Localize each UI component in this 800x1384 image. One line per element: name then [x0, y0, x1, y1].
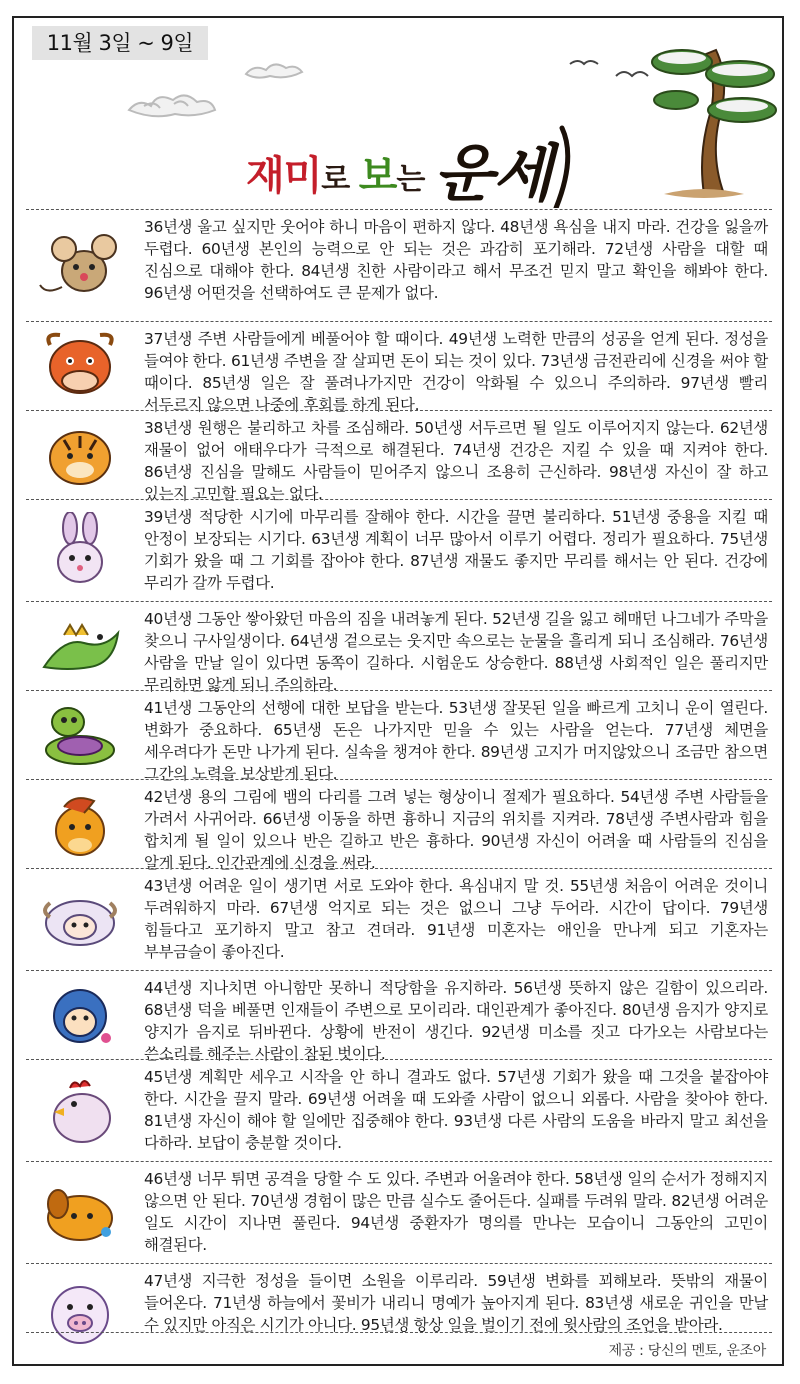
fortune-text: 40년생 그동안 쌓아왔던 마음의 짐을 내려놓게 된다. 52년생 길을 잃고 헤매던 나그네가 주막을 찾으니 구사일생이다. 64년생 겉으로는 웃지만 속으로는 눈물을 흘리게 되니 조심해라. 76년생 사람을 만날 일이 있다면 동쪽이 길하다. 시험운도 상승한다. 88년생 사회적인 일은 풀리지만 무리하면 앓게 되니 주의하라.: [144, 610, 768, 694]
title-part: 재미: [246, 153, 322, 199]
monkey-icon: [34, 976, 126, 1054]
cloud-icon: [129, 95, 215, 116]
sheep-icon: [34, 881, 126, 959]
cloud-icon: [246, 64, 302, 77]
fortune-text: 42년생 용의 그림에 뱀의 다리를 그려 넣는 형상이니 절제가 필요하다. 54년생 주변 사람들을 가려서 사귀어라. 66년생 이동을 하면 흉하니 지금의 위치를 지켜라. 78년생 주변사람과 힘을 합치게 될 일이 있으나 반은 길하고 반은 흉하다. 90년생 자신이 어려울 때 사람들의 진심을 알게 된다. 인간관계에 신경을 써라.: [144, 788, 768, 872]
pig-icon: [34, 1273, 126, 1351]
fortune-text: 38년생 원행은 불리하고 차를 조심해라. 50년생 서두르면 될 일도 이루어지지 않는다. 62년생 재물이 없어 애태우다가 극적으로 해결된다. 74년생 건강은 지킬 수 있을 때 지켜야 한다. 86년생 진심을 말해도 사람들이 믿어주지 않으니 조용히 근신하라. 98년생 자신이 잘 하고 있는지 고민할 필요는 없다.: [144, 419, 768, 503]
fortune-text: 39년생 적당한 시기에 마무리를 잘해야 한다. 시간을 끌면 불리하다. 51년생 중용을 지킬 때 안정이 보장되는 시기다. 63년생 계획이 너무 많아서 이루기 어렵다. 정리가 필요하다. 75년생 기회가 왔을 때 그 기회를 잡아야 한다. 87년생 재물도 좋지만 무리를 해서는 안 된다. 건강에 무리가 갈까 두렵다.: [144, 508, 768, 592]
fortune-row: [26, 690, 772, 783]
date-range-badge: 11월 3일 ~ 9일: [32, 26, 208, 60]
fortune-text: 36년생 울고 싶지만 웃어야 하니 마음이 편하지 않다. 48년생 욕심을 내지 마라. 건강을 잃을까 두렵다. 60년생 본인의 능력으로 안 되는 것은 과감히 포기해라. 72년생 사람을 대할 때 진심으로 대해야 한다. 84년생 친한 사람이라고 해서 무조건 믿지 말고 확인을 해봐야 한다. 96년생 어떤것을 선택하여도 큰 문제가 없다.: [144, 218, 768, 302]
fortune-text: 37년생 주변 사람들에게 베풀어야 할 때이다. 49년생 노력한 만큼의 성공을 얻게 된다. 정성을 들여야 한다. 61년생 주변을 잘 살피면 돈이 되는 것이 있다. 73년생 금전관리에 신경을 써야 할 때이다. 85년생 일은 잘 풀려나가지만 건강이 악화될 수 있으니 주의하라. 97년생 빨리 서두르지 않으면 나중에 후회를 하게 된다.: [144, 330, 768, 414]
fortune-list: [26, 209, 772, 1360]
title-part: 운세: [433, 137, 552, 210]
dog-icon: [34, 1174, 126, 1252]
fortune-row: [26, 868, 772, 970]
bird-icon: [570, 61, 648, 76]
fortune-row: [26, 1059, 772, 1161]
rooster-icon: [34, 1072, 126, 1150]
fortune-row: [26, 410, 772, 503]
fortune-text: 41년생 그동안의 선행에 대한 보답을 받는다. 53년생 잘못된 일을 빠르게 고치니 운이 열린다. 변화가 중요하다. 65년생 돈은 나가지만 믿을 수 있는 사람을 얻는다. 77년생 체면을 세우려다가 돈만 나가게 된다. 실속을 챙겨야 한다. 89년생 고지가 머지않았으니 조금만 참으면 그간의 노력을 보상받게 된다.: [144, 699, 768, 783]
fortune-row: [26, 209, 772, 321]
ox-icon: [34, 327, 126, 405]
title-part: 는: [396, 162, 434, 197]
fortune-text: 46년생 너무 튀면 공격을 당할 수 도 있다. 주변과 어울려야 한다. 58년생 일의 순서가 정해지지 않으면 안 된다. 70년생 경험이 많은 만큼 실수도 줄어든다. 실패를 두려워 말라. 82년생 어려운 일도 시간이 지나면 풀린다. 94년생 중환자가 명의를 만나는 모습이니 그동안의 고민이 해결된다.: [144, 1170, 768, 1254]
title-part: 로: [321, 162, 359, 197]
fortune-text: 47년생 지극한 정성을 들이면 소원을 이루리라. 59년생 변화를 꾀해보라. 뜻밖의 재물이 들어온다. 71년생 하늘에서 꽃비가 내리니 명예가 높아지게 된다. 83년생 새로운 귀인을 만날 수 있지만 아직은 시기가 아니다. 95년생 항상 일을 벌이기 전에 윗사람의 조언을 받아라.: [144, 1272, 768, 1334]
fortune-row: [26, 499, 772, 601]
page-title: [246, 118, 552, 210]
rat-icon: [34, 227, 126, 305]
fortune-text: 43년생 어려운 일이 생기면 서로 도와야 한다. 욕심내지 말 것. 55년생 처음이 어려운 것이니 두려워하지 마라. 67년생 억지로 되는 것은 없으니 그냥 두어라. 시간이 답이다. 79년생 힘들다고 포기하지 말고 참고 견뎌라. 91년생 미혼자는 애인을 만나게 되고 기혼자는 부부금슬이 좋아진다.: [144, 877, 768, 961]
fortune-row: [26, 321, 772, 414]
fortune-row: [26, 601, 772, 694]
credit-text: 제공 : 당신의 멘토, 운조아: [608, 1343, 766, 1359]
fortune-text: 45년생 계획만 세우고 시작을 안 하니 결과도 없다. 57년생 기회가 왔을 때 그것을 붙잡아야 한다. 시간을 끌지 말라. 69년생 어려울 때 도와줄 사람이 없으니 외롭다. 사람을 찾아야 한다. 81년생 자신이 해야 할 일에만 집중해야 한다. 93년생 다른 사람의 도움을 바라지 말고 최선을 다하라. 보답이 충분할 것이다.: [144, 1068, 768, 1152]
pine-tree-icon: [652, 50, 776, 198]
fortune-page: [12, 16, 784, 1366]
tiger-icon: [34, 416, 126, 494]
brush-stroke-icon: [556, 128, 568, 208]
footer-divider: [26, 1332, 772, 1333]
title-part: 보: [358, 153, 397, 199]
fortune-row: [26, 970, 772, 1063]
fortune-row: [26, 779, 772, 872]
dragon-icon: [34, 607, 126, 685]
horse-icon: [34, 785, 126, 863]
rabbit-icon: [34, 512, 126, 590]
snake-icon: [34, 696, 126, 774]
fortune-row: [26, 1161, 772, 1263]
fortune-text: 44년생 지나치면 아니함만 못하니 적당함을 유지하라. 56년생 뜻하지 않은 길함이 있으리라. 68년생 덕을 베풀면 인재들이 주변으로 모이리라. 대인관계가 좋아진다. 80년생 음지가 양지로 양지가 음지로 뒤바뀐다. 상황에 반전이 생긴다. 92년생 미소를 짓고 다가오는 사람보다는 쓴소리를 해주는 사람이 참된 벗이다.: [144, 979, 768, 1063]
